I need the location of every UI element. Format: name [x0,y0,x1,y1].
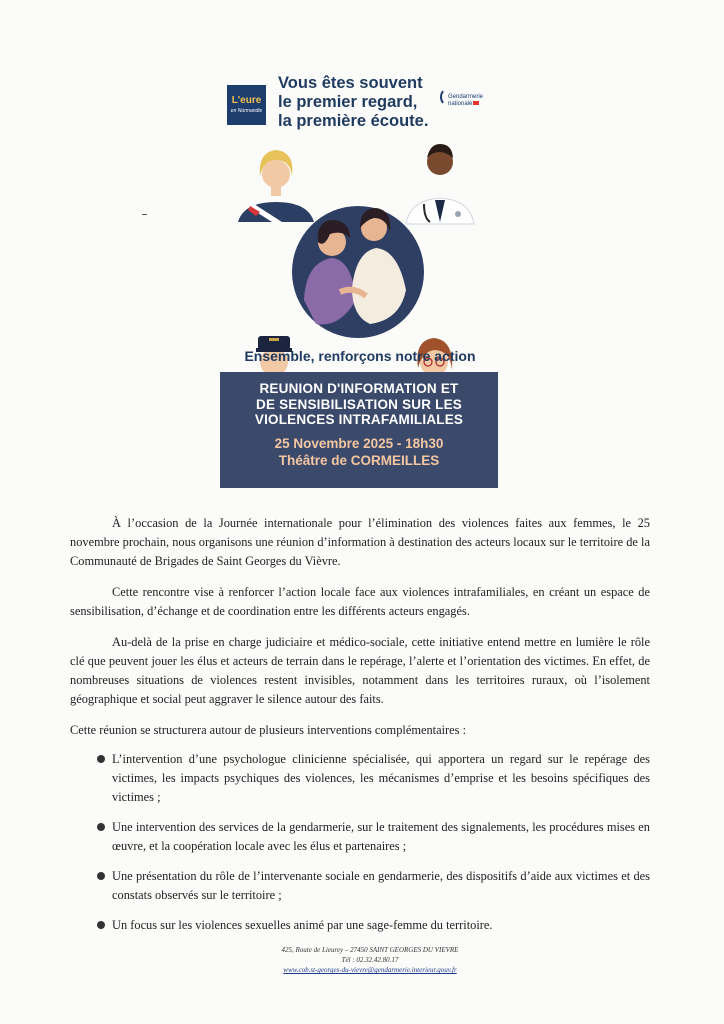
eure-logo [227,85,266,125]
mayor-figure-icon [238,150,314,222]
footer-address: 425, Route de Lieurey – 27450 SAINT GEORGES DU VIEVRE [281,946,459,954]
bullet-icon [97,872,105,880]
bullet-icon [97,823,105,831]
gendarmerie-arc-icon [440,88,456,106]
scan-speck [142,214,147,215]
list-item [70,750,650,807]
page-footer [240,945,500,975]
bullet-icon [97,921,105,929]
body-intro: Cette réunion se structurera autour de plusieurs interventions complémentaires : [70,723,467,737]
bullet-icon [97,755,105,763]
list-item [70,916,650,935]
event-venue: Théâtre de CORMEILLES [278,452,440,468]
list-item [70,818,650,856]
banner-title-line: VIOLENCES INTRAFAMILIALES [254,412,464,427]
letter-body [70,514,650,946]
doctor-figure-icon [406,144,474,224]
list-item-text: Une présentation du rôle de l’intervenante sociale en gendarmerie, des dispositifs d’aide aux victimes et des constats observés sur le territoire ; [112,869,650,902]
footer-phone: Tél : 02.32.42.80.17 [341,956,399,964]
footer-email-link[interactable]: www.cob.st-georges-du-vievre@gendarmerie.interieur.gouv.fr [283,966,457,974]
banner-title-line: DE SENSIBILISATION SUR LES [256,396,462,412]
body-paragraph: À l’occasion de la Journée internationale pour l’élimination des violences faites aux femmes, le 25 novembre prochain, nous organisons une réunion d’information à destination des acteurs locaux sur le territoire de la Communauté de Brigades de Saint Georges du Vièvre. [70,516,650,568]
list-item-text: Une intervention des services de la gendarmerie, sur le traitement des signalements, les procédures mises en œuvre, et la coopération locale avec les élus et partenaires ; [112,820,650,853]
gendarmerie-logo-text: Gendarmerie nationale [448,94,484,107]
body-paragraph: Au-delà de la prise en charge judiciaire et médico-sociale, cette initiative entend mettre en lumière le rôle clé que peuvent jouer les élus et acteurs de terrain dans le repérage, l’alerte et l’orientation des victimes. En effet, de nombreuses situations de violences restent invisibles, notamment dans les territoires ruraux, où l’isolement géographique et social peut aggraver le silence autour des faits. [70,635,650,706]
headline-line: Vous êtes souvent [278,74,423,92]
list-item-text: Un focus sur les violences sexuelles animé par une sage-femme du territoire. [112,918,493,932]
event-flyer [220,70,500,490]
eure-logo-line1: L'eure [231,95,262,106]
headline-line: la première écoute. [278,112,429,130]
flyer-slogan: Ensemble, renforçons notre action [244,348,476,364]
event-date: 25 Novembre 2025 - 18h30 [274,435,444,451]
list-item-text: L’intervention d’une psychologue clinicienne spécialisée, qui apportera un regard sur le repérage des victimes, les impacts psychiques des violences, les mécanismes d’emprise et les besoins spécifiques des victimes ; [112,752,650,804]
list-item [70,867,650,905]
event-banner [220,372,498,488]
flyer-headline [278,74,448,131]
body-paragraph: Cette rencontre vise à renforcer l’action locale face aux violences intrafamiliales, en créant un espace de sensibilisation, d’échange et de coordination entre les différents acteurs engagés. [70,585,650,618]
interventions-list [70,750,650,935]
support-scene-icon [292,206,424,338]
headline-line: le premier regard, [278,93,418,111]
gendarmerie-logo [448,94,500,108]
banner-title-line: REUNION D'INFORMATION ET [259,381,459,396]
flag-icon [473,101,479,105]
eure-logo-line2: en Normandie [230,108,263,114]
